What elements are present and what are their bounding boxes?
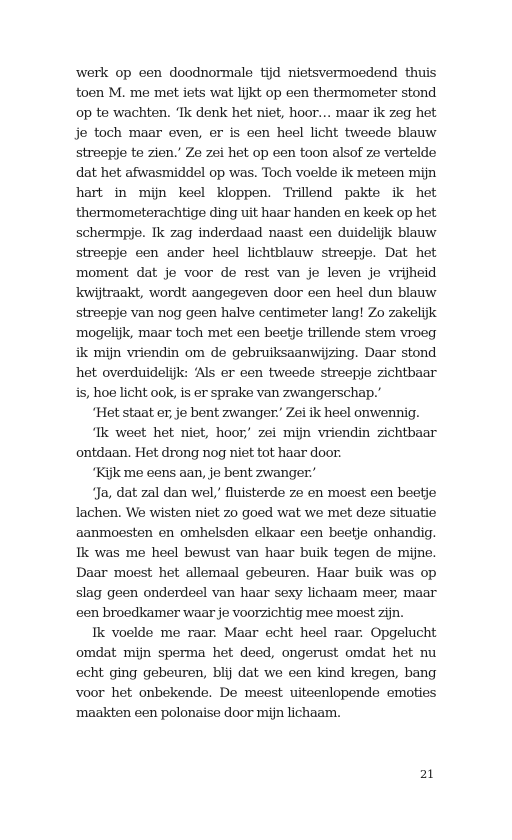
paragraph-5: ‘Ja, dat zal dan wel,’ fluisterde ze en moest een beetje lachen. We wisten niet zo goed wat we met deze situatie aanmoesten en omhelsden elkaar een beetje onhandig. Ik was me heel bewust van haar buik tegen de mijne. Daar moest het allemaal gebeuren. Haar buik was op slag geen onderdeel van haar sexy lichaam meer, maar een broedkamer waar je voorzichtig mee moest zijn. [76,486,436,621]
paragraph-1: werk op een doodnormale tijd nietsvermoedend thuis toen M. me met iets wat lijkt op een thermometer stond op te wachten. ‘Ik denk het niet, hoor… maar ik zeg het je toch maar even, er is een heel licht tweede blauw streepje te zien.’ Ze zei het op een toon alsof ze vertelde dat het afwasmiddel op was. Toch voelde ik meteen mijn hart in mijn keel kloppen. Trillend pakte ik het thermometerachtige ding uit haar handen en keek op het schermpje. Ik zag inderdaad naast een duidelijk blauw streepje een ander heel lichtblauw streepje. Dat het moment dat je voor de rest van je leven je vrijheid kwijtraakt, wordt aangegeven door een heel dun blauw streepje van nog geen halve centimeter lang! Zo zakelijk mogelijk, maar toch met een beetje trillende stem vroeg ik mijn vriendin om de gebruiksaanwijzing. Daar stond het overduidelijk: ‘Als er een tweede streepje zichtbaar is, hoe licht ook, is er sprake van zwangerschap.’ [76,66,436,401]
paragraph-2: ‘Het staat er, je bent zwanger.’ Zei ik heel onwennig. [92,406,420,421]
paragraph-4: ‘Kijk me eens aan, je bent zwanger.’ [92,466,316,481]
body-text [76,64,436,724]
page-number: 21 [419,767,434,781]
paragraph-6: Ik voelde me raar. Maar echt heel raar. Opgelucht omdat mijn sperma het deed, ongerust omdat het nu echt ging gebeuren, blij dat we een kind kregen, bang voor het onbekende. De meest uiteenlopende emoties maakten een polonaise door mijn lichaam. [76,626,436,721]
paragraph-3: ‘Ik weet het niet, hoor,’ zei mijn vriendin zichtbaar ontdaan. Het drong nog niet tot haar door. [76,426,436,461]
